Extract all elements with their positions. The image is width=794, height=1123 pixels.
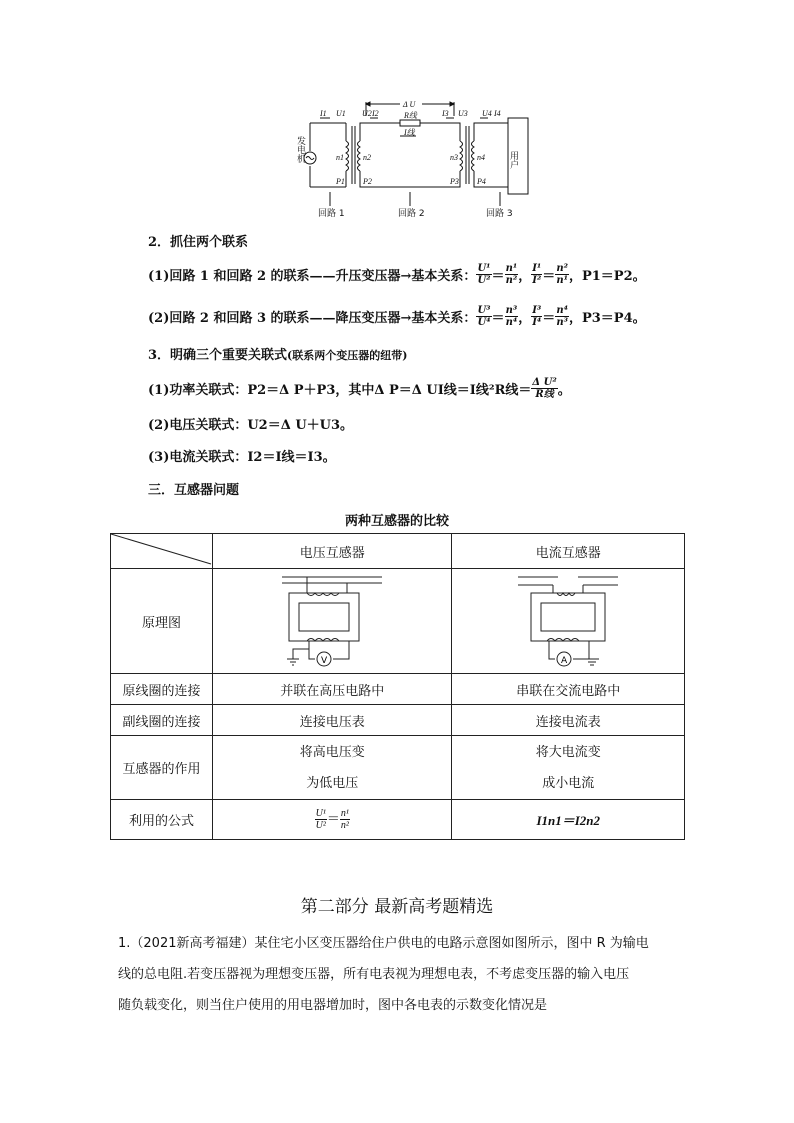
current-formula: I1n1＝I2n2	[452, 800, 685, 840]
svg-text:U3: U3	[458, 109, 468, 118]
generator-label: 发电机	[295, 136, 305, 163]
loop3-label: 回路 3	[486, 209, 513, 219]
svg-text:P4: P4	[477, 177, 486, 186]
question-1: 1.（2021新高考福建）某住宅小区变压器给住户供电的电路示意图如图所示，图中 R 为输电 线的总电阻.若变压器视为理想变压器，所有电表视为理想电表，不考虑变压器的输入电压 随负载变化，则当住户使用的用电器增加时，图中各电表的示数变化情况是	[118, 936, 649, 1013]
voltage-formula: $\frac{\text{U¹}}{\text{U²}}$ ＝ $\frac{\text{n¹}}{\text{n²}}$	[212, 800, 451, 840]
delta-u-label: Δ U	[403, 100, 416, 109]
section3-item1: (1)功率关联式：P2＝Δ P＋P3，其中Δ P＝Δ UI线＝I线²R线＝ $\frac{\text{Δ U²}}{\text{R线}}$ 。	[148, 377, 571, 400]
table-caption: 两种互感器的比较	[344, 514, 449, 529]
user-label: 用户	[508, 151, 518, 169]
svg-text:P1: P1	[336, 177, 345, 186]
svg-text:I4: I4	[494, 109, 501, 118]
svg-text:n3: n3	[450, 153, 458, 162]
section2-heading: 2．抓住两个联系	[148, 235, 249, 250]
corner-cell	[111, 534, 213, 569]
svg-text:n1: n1	[336, 153, 344, 162]
section3-item3: (3)电流关联式：I2＝I线＝I3。	[148, 450, 336, 465]
voltage-transformer-diagram	[212, 569, 451, 674]
row-label-secondary: 副线圈的连接	[111, 705, 213, 736]
section3-heading: 3．明确三个重要关联式(联系两个变压器的纽带)	[148, 348, 408, 363]
svg-text:n4: n4	[477, 153, 485, 162]
r-line-label: R线	[404, 111, 417, 120]
section-three-heading: 三．互感器问题	[148, 483, 240, 498]
section3-item2: (2)电压关联式：U2＝Δ U＋U3。	[148, 418, 354, 433]
svg-text:I1: I1	[320, 109, 327, 118]
header-current: 电流互感器	[452, 534, 685, 569]
loop2-label: 回路 2	[398, 209, 425, 219]
svg-text:I2: I2	[372, 109, 379, 118]
part2-title: 第二部分 最新高考题精选	[300, 897, 494, 917]
svg-text:U2: U2	[362, 109, 372, 118]
i-line-label: I线	[404, 128, 415, 137]
row-label-function: 互感器的作用	[111, 736, 213, 800]
loop1-label: 回路 1	[318, 209, 345, 219]
transformer-comparison-table: 电压互感器 电流互感器 原理图 V A 原线圈的连接 并联在高压电路中 串联在交流电路中 副线圈的连接 连接电压表 连接电流表 互感器的作用 将高电压变 为低电压 将大电流变 成小电流 利用的公式 $\frac{\text{U¹}}{\text{U²}}$ ＝ $\frac{\text{n¹}}{\text{n²}}$ I1n1＝I2n2	[110, 533, 685, 840]
voltmeter-label: V	[321, 656, 328, 666]
row-label-formula: 利用的公式	[111, 800, 213, 840]
svg-text:P3: P3	[450, 177, 459, 186]
current-transformer-diagram	[452, 569, 685, 674]
header-voltage: 电压互感器	[212, 534, 451, 569]
section2-item2: (2)回路 2 和回路 3 的联系——降压变压器→基本关系： $\frac{\text{U³}}{\text{U⁴}}$ ＝ $\frac{\text{n³}}{\text{n⁴}}$ ， $\frac{\text{I³}}{\text{I⁴}}$ ＝ $\frac{\text{n⁴}}{\text{n³}}$ ，P3＝P4。	[148, 305, 646, 328]
svg-text:n2: n2	[363, 153, 371, 162]
ammeter-label: A	[561, 656, 568, 666]
svg-text:P2: P2	[363, 177, 372, 186]
row-label-primary: 原线圈的连接	[111, 674, 213, 705]
row-label-principle: 原理图	[111, 569, 213, 674]
section2-item1: (1)回路 1 和回路 2 的联系——升压变压器→基本关系： $\frac{\text{U¹}}{\text{U²}}$ ＝ $\frac{\text{n¹}}{\text{n²}}$ ， $\frac{\text{I¹}}{\text{I²}}$ ＝ $\frac{\text{n²}}{\text{n¹}}$ ，P1＝P2。	[148, 263, 646, 286]
svg-text:I3: I3	[442, 109, 449, 118]
svg-text:U4: U4	[482, 109, 492, 118]
svg-text:U1: U1	[336, 109, 346, 118]
transmission-circuit-diagram	[295, 96, 540, 222]
